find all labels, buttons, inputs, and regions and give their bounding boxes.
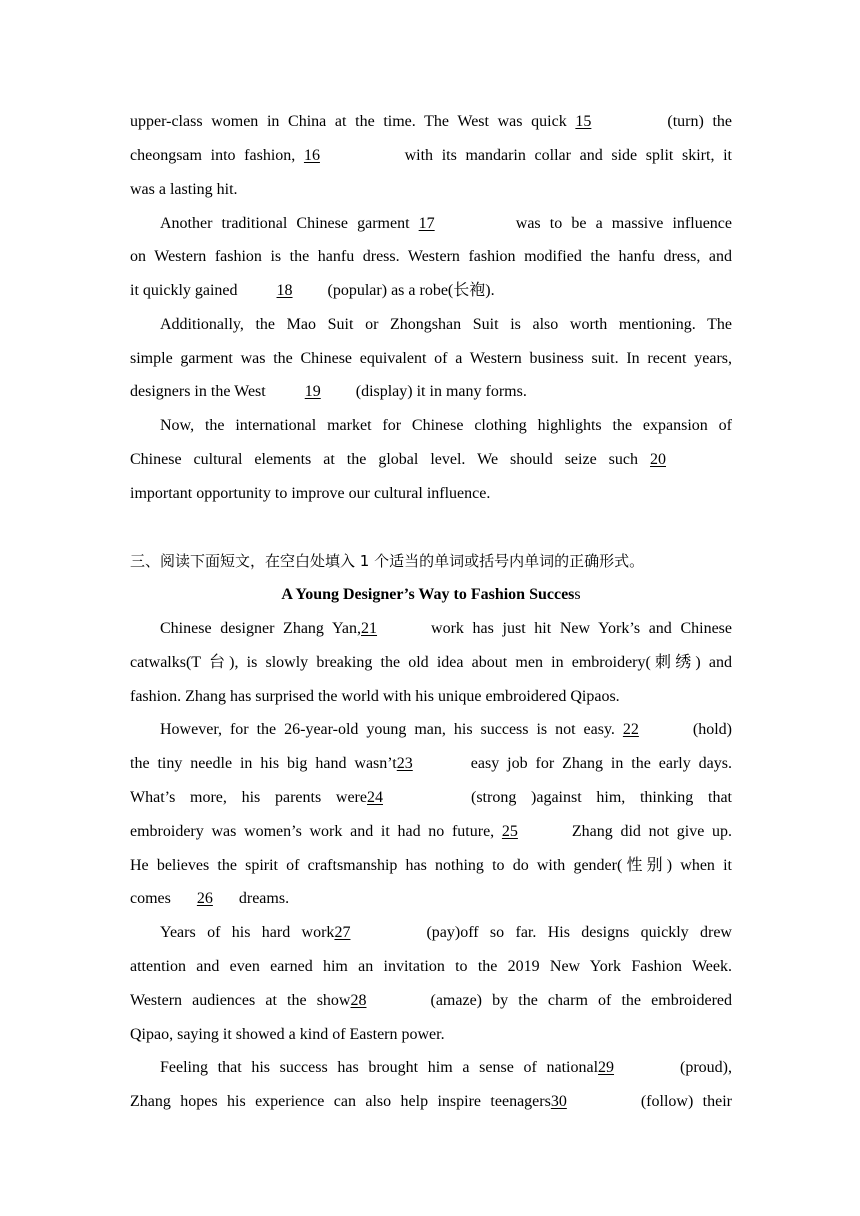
blank-25: 25 <box>501 823 518 840</box>
blank-21: 21 <box>361 620 378 637</box>
p2-line-7: Additionally, the Mao Suit or Zhongshan Suit is also worth mentioning. The <box>160 316 732 333</box>
p3-line-11: attention and even earned him an invitation to the 2019 New York Fashion Week. <box>130 958 732 975</box>
blank-22: 22 <box>622 721 639 738</box>
text: What’s more, his parents were <box>130 789 367 806</box>
p3-line-8: He believes the spirit of craftsmanship has nothing to do with gender(性别) when it <box>130 857 732 874</box>
p2-line-3: was a lasting hit. <box>130 181 238 198</box>
p3-line-14 <box>160 1058 732 1078</box>
text: (popular) as a robe(长袍). <box>327 282 495 299</box>
blank-30: 30 <box>550 1093 567 1110</box>
text: Western audiences at the show <box>130 992 351 1009</box>
p2-line-5: on Western fashion is the hanfu dress. Western fashion modified the hanfu dress, and <box>130 248 732 265</box>
blank-19: 19 <box>304 383 321 400</box>
blank-27: 27 <box>334 924 351 941</box>
p2-line-9 <box>130 382 732 402</box>
p3-line-2: catwalks(T 台), is slowly breaking the old idea about men in embroidery(刺绣) and <box>130 654 732 671</box>
p3-line-3: fashion. Zhang has surprised the world with his unique embroidered Qipaos. <box>130 688 620 705</box>
p2-line-2 <box>130 146 732 166</box>
text: (turn) the <box>667 113 733 130</box>
text: designers in the West <box>130 383 270 400</box>
p3-line-13: Qipao, saying it showed a kind of Eastern power. <box>130 1026 445 1043</box>
p2-line-11 <box>130 450 732 470</box>
text: easy job for Zhang in the early days. <box>470 755 733 772</box>
blank-26: 26 <box>196 890 213 907</box>
p2-line-6 <box>130 281 732 301</box>
text: (pay)off so far. His designs quickly drew <box>426 924 732 941</box>
text: Chinese cultural elements at the global level. We should seize such <box>130 451 650 468</box>
text: was to be a massive influence <box>506 215 732 232</box>
text: (follow) their <box>640 1093 732 1110</box>
text: upper-class women in China at the time. The West was quick <box>130 113 576 130</box>
p3-line-7 <box>130 822 732 842</box>
blank-17: 17 <box>418 215 435 232</box>
p3-line-5 <box>130 754 732 774</box>
blank-16: 16 <box>303 147 320 164</box>
text: (proud), <box>680 1059 732 1076</box>
text: dreams. <box>238 890 290 907</box>
text: However, for the 26-year-old young man, his success is not easy. <box>160 721 623 738</box>
text: Chinese designer Zhang Yan, <box>160 620 362 637</box>
blank-23: 23 <box>396 755 413 772</box>
p3-line-6 <box>130 788 732 808</box>
blank-24: 24 <box>366 789 383 806</box>
text: Another traditional Chinese garment <box>160 215 419 232</box>
p3-line-15 <box>130 1092 732 1112</box>
p3-line-10 <box>160 923 732 943</box>
text: with its mandarin collar and side split skirt, it <box>395 147 732 164</box>
blank-29: 29 <box>598 1059 615 1076</box>
text: embroidery was women’s work and it had no future, <box>130 823 502 840</box>
text: it quickly gained <box>130 282 242 299</box>
p3-line-4 <box>160 720 732 740</box>
p3-line-9 <box>130 889 732 909</box>
text: Years of his hard work <box>160 924 335 941</box>
text: (amaze) by the charm of the embroidered <box>430 992 732 1009</box>
blank-18: 18 <box>276 282 293 299</box>
p3-line-1 <box>160 619 732 639</box>
blank-20: 20 <box>650 451 666 468</box>
text: cheongsam into fashion, <box>130 147 304 164</box>
text: Zhang hopes his experience can also help inspire teenagers <box>130 1093 551 1110</box>
passage-title <box>130 585 732 605</box>
blank-28: 28 <box>350 992 367 1009</box>
p2-line-12: important opportunity to improve our cultural influence. <box>130 485 491 502</box>
text: (hold) <box>692 721 732 738</box>
p2-line-1 <box>130 112 732 132</box>
p2-line-10: Now, the international market for Chinese clothing highlights the expansion of <box>160 417 732 434</box>
title-tail: s <box>574 586 581 603</box>
text: work has just hit New York’s and Chinese <box>431 620 732 637</box>
title-bold: A Young Designer’s Way to Fashion Succes <box>281 586 575 603</box>
text: (display) it in many forms. <box>355 383 527 400</box>
p3-line-12 <box>130 991 732 1011</box>
text: comes <box>130 890 171 907</box>
text: the tiny needle in his big hand wasn’t <box>130 755 397 772</box>
blank-15: 15 <box>575 113 592 130</box>
p2-line-8: simple garment was the Chinese equivalent of a Western business suit. In recent years, <box>130 350 732 367</box>
text: Zhang did not give up. <box>571 823 733 840</box>
p2-line-4 <box>160 214 732 234</box>
section-3-heading: 三、阅读下面短文，在空白处填入 1 个适当的单词或括号内单词的正确形式。 <box>130 552 645 570</box>
text: Feeling that his success has brought him a sense of national <box>160 1059 599 1076</box>
text: (strong )against him, thinking that <box>470 789 732 806</box>
